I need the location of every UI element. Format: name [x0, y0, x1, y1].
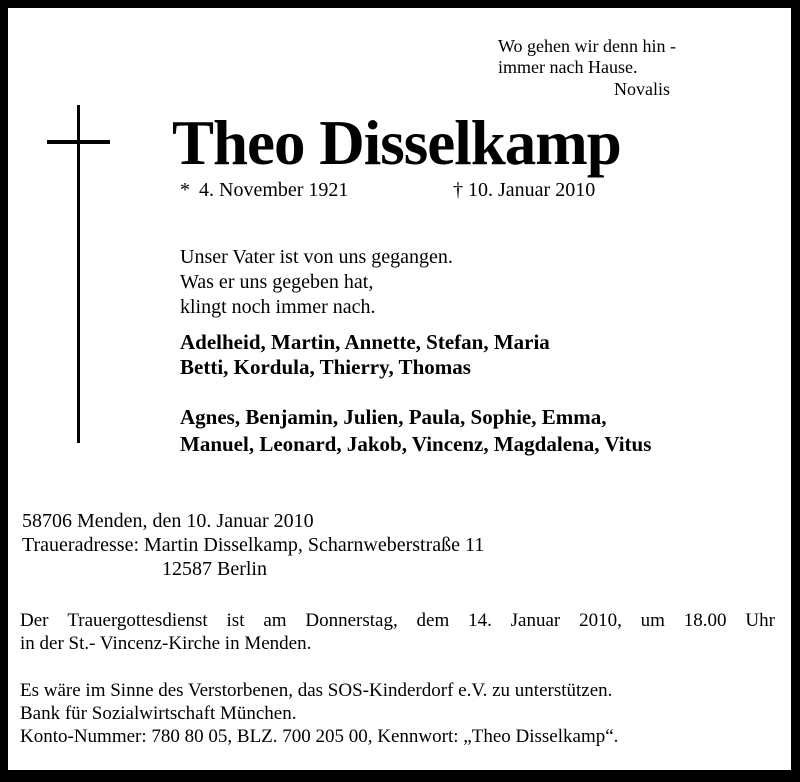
- mourning-address-line-2: 12587 Berlin: [162, 558, 267, 580]
- epigraph-attribution: Novalis: [614, 79, 670, 99]
- mourners-grandchildren: [180, 404, 651, 458]
- birth-symbol: *: [180, 179, 190, 201]
- donation-line-3: Konto-Nummer: 780 80 05, BLZ. 700 205 00, Kennwort: „Theo Disselkamp“.: [20, 726, 619, 747]
- life-dates: [180, 178, 650, 202]
- service-word: Donnerstag,: [305, 610, 398, 631]
- service-word: um: [640, 610, 665, 631]
- service-word: 14.: [468, 610, 492, 631]
- verse-line-3: klingt noch immer nach.: [180, 296, 376, 318]
- mourners-grandchildren-line-1: Agnes, Benjamin, Julien, Paula, Sophie, Emma,: [180, 405, 607, 429]
- mourners-family-line-2: Betti, Kordula, Thierry, Thomas: [180, 355, 471, 379]
- mourners-family-line-1: Adelheid, Martin, Annette, Stefan, Maria: [180, 330, 550, 354]
- death-symbol: †: [453, 179, 463, 201]
- mourners-grandchildren-line-2: Manuel, Leonard, Jakob, Vincenz, Magdalena, Vitus: [180, 432, 652, 456]
- memorial-verse: [180, 245, 453, 320]
- verse-line-1: Unser Vater ist von uns gegangen.: [180, 246, 453, 268]
- donation-line-1: Es wäre im Sinne des Verstorbenen, das SOS-Kinderdorf e.V. zu unterstützen.: [20, 680, 613, 701]
- birth-date: [180, 178, 348, 202]
- birth-date-text: 4. November 1921: [199, 179, 349, 201]
- service-word: 18.00: [683, 610, 727, 631]
- service-word: dem: [416, 610, 450, 631]
- epigraph-line-2: immer nach Hause.: [498, 57, 638, 77]
- donation-line-2: Bank für Sozialwirtschaft München.: [20, 703, 297, 724]
- service-word: ist: [226, 610, 245, 631]
- mourners-family: [180, 330, 550, 380]
- service-announcement: [20, 609, 775, 655]
- service-word: Der: [20, 610, 49, 631]
- service-line-2: in der St.- Vincenz-Kirche in Menden.: [20, 633, 312, 654]
- epigraph-line-1: Wo gehen wir denn hin -: [498, 36, 677, 56]
- service-word: 2010,: [579, 610, 622, 631]
- cross-icon-vertical-bar: [77, 105, 80, 443]
- place-and-date: 58706 Menden, den 10. Januar 2010: [22, 510, 314, 532]
- service-word: Uhr: [745, 610, 775, 631]
- epigraph: [498, 36, 677, 100]
- address-block: [22, 509, 484, 581]
- donation-note: [20, 679, 618, 748]
- service-word: am: [263, 610, 287, 631]
- verse-line-2: Was er uns gegeben hat,: [180, 271, 374, 293]
- death-date: [453, 178, 595, 202]
- service-word: Trauergottesdienst: [67, 610, 208, 631]
- service-word: Januar: [510, 610, 561, 631]
- death-date-text: 10. Januar 2010: [468, 179, 596, 201]
- deceased-name: Theo Disselkamp: [172, 108, 621, 178]
- service-line-1: [20, 609, 775, 632]
- cross-icon-horizontal-bar: [47, 140, 110, 144]
- mourning-address-line-1: Traueradresse: Martin Disselkamp, Scharnweberstraße 11: [22, 534, 485, 556]
